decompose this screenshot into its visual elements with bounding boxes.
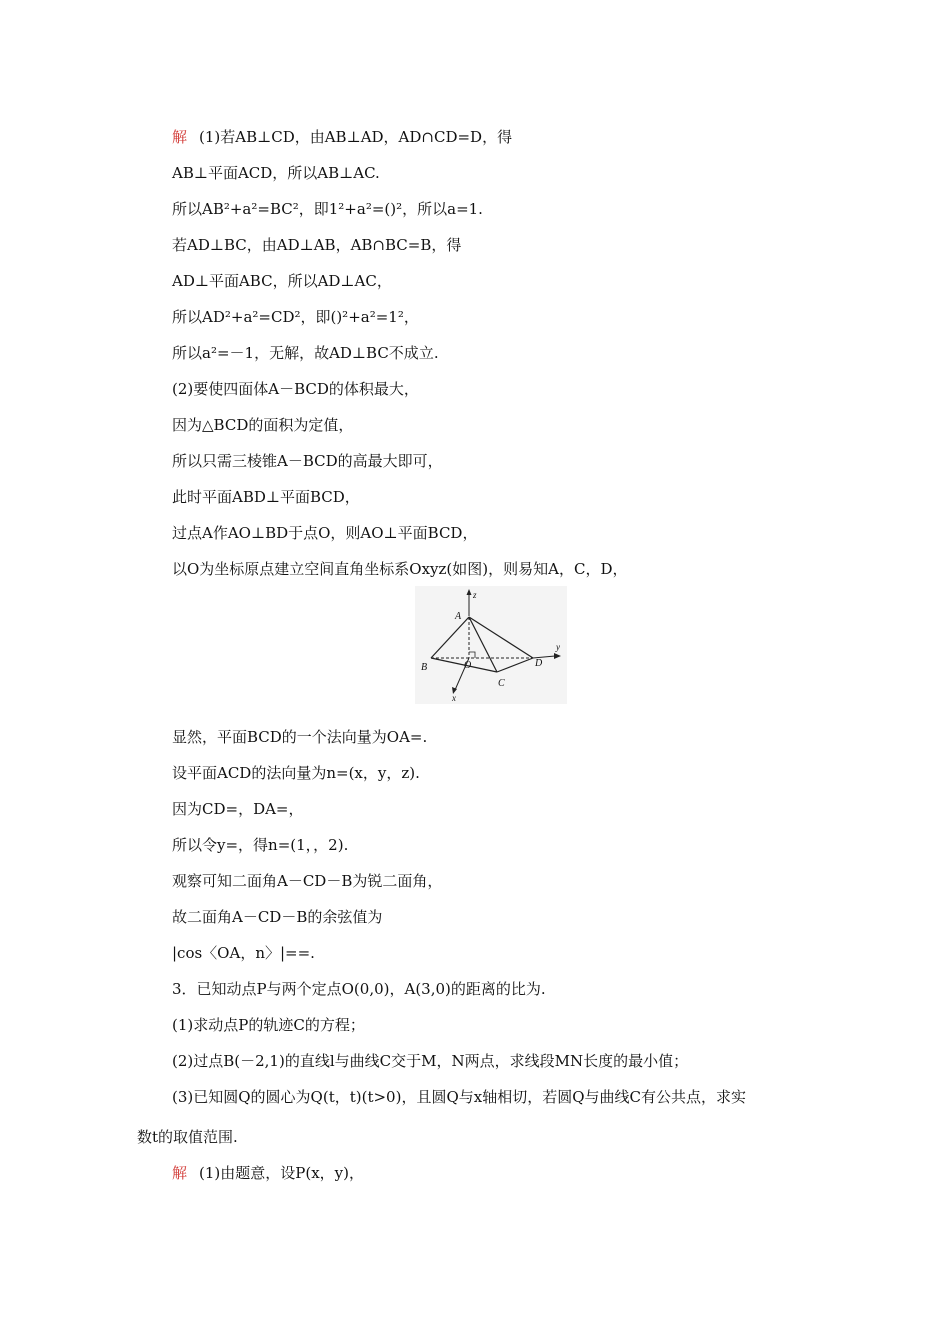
- solution-label: 解: [172, 128, 188, 146]
- point-label-D: D: [535, 658, 543, 669]
- solution-line-9: 因为△BCD的面积为定值，: [172, 416, 354, 434]
- problem-3-part-2: (2)过点B(－2,1)的直线l与曲线C交于M，N两点，求线段MN长度的最小值；: [172, 1052, 689, 1070]
- solution-label: 解: [172, 1164, 188, 1182]
- solution-line-18: 观察可知二面角A－CD－B为锐二面角，: [172, 872, 443, 890]
- solution-line-14: 显然，平面BCD的一个法向量为OA=.: [172, 728, 428, 746]
- axis-label-x: x: [452, 693, 456, 703]
- solution-line-12: 过点A作AO⊥BD于点O，则AO⊥平面BCD，: [172, 524, 478, 542]
- solution-3-line-1: 解 (1)由题意，设P(x，y)，: [172, 1164, 364, 1182]
- point-label-A: A: [455, 611, 462, 622]
- solution-line-13: 以O为坐标原点建立空间直角坐标系Oxyz(如图)，则易知A，C，D，: [172, 560, 628, 578]
- solution-line-15: 设平面ACD的法向量为n=(x，y，z).: [172, 764, 420, 782]
- figure-background: [415, 586, 567, 704]
- axis-label-y: y: [556, 642, 560, 652]
- problem-3-part-3-cont: 数t的取值范围.: [137, 1128, 238, 1146]
- tetrahedron-figure: [415, 586, 567, 704]
- solution-line-17: 所以令y=，得n=(1，，2).: [172, 836, 349, 854]
- solution-line-2: AB⊥平面ACD，所以AB⊥AC.: [172, 164, 380, 182]
- solution-line-19: 故二面角A－CD－B的余弦值为: [172, 908, 383, 926]
- solution-line-5: AD⊥平面ABC，所以AD⊥AC，: [172, 272, 392, 290]
- solution-line-8: (2)要使四面体A－BCD的体积最大，: [172, 380, 419, 398]
- solution-line-1: 解 (1)若AB⊥CD，由AB⊥AD，AD∩CD=D，得: [172, 128, 513, 146]
- solution-line-4: 若AD⊥BC，由AD⊥AB，AB∩BC=B，得: [172, 236, 462, 254]
- problem-3-part-1: (1)求动点P的轨迹C的方程；: [172, 1016, 365, 1034]
- solution-line-3: 所以AB²+a²=BC²，即1²+a²=()²，所以a=1.: [172, 200, 483, 218]
- solution-line-11: 此时平面ABD⊥平面BCD，: [172, 488, 360, 506]
- solution-line-7: 所以a²=－1，无解，故AD⊥BC不成立.: [172, 344, 439, 362]
- solution-line-10: 所以只需三棱锥A－BCD的高最大即可，: [172, 452, 443, 470]
- problem-3-part-3: (3)已知圆Q的圆心为Q(t，t)(t>0)，且圆Q与x轴相切，若圆Q与曲线C有公共点，求实: [172, 1088, 746, 1106]
- point-label-O: O: [464, 660, 472, 671]
- solution-line-20: |cos〈OA，n〉|==.: [172, 944, 315, 962]
- solution-line-6: 所以AD²+a²=CD²，即()²+a²=1²，: [172, 308, 419, 326]
- axis-label-z: z: [473, 590, 477, 600]
- point-label-B: B: [421, 662, 428, 673]
- point-label-C: C: [498, 678, 505, 689]
- problem-3-statement: 3．已知动点P与两个定点O(0,0)，A(3,0)的距离的比为.: [172, 980, 546, 998]
- solution-line-16: 因为CD=，DA=，: [172, 800, 304, 818]
